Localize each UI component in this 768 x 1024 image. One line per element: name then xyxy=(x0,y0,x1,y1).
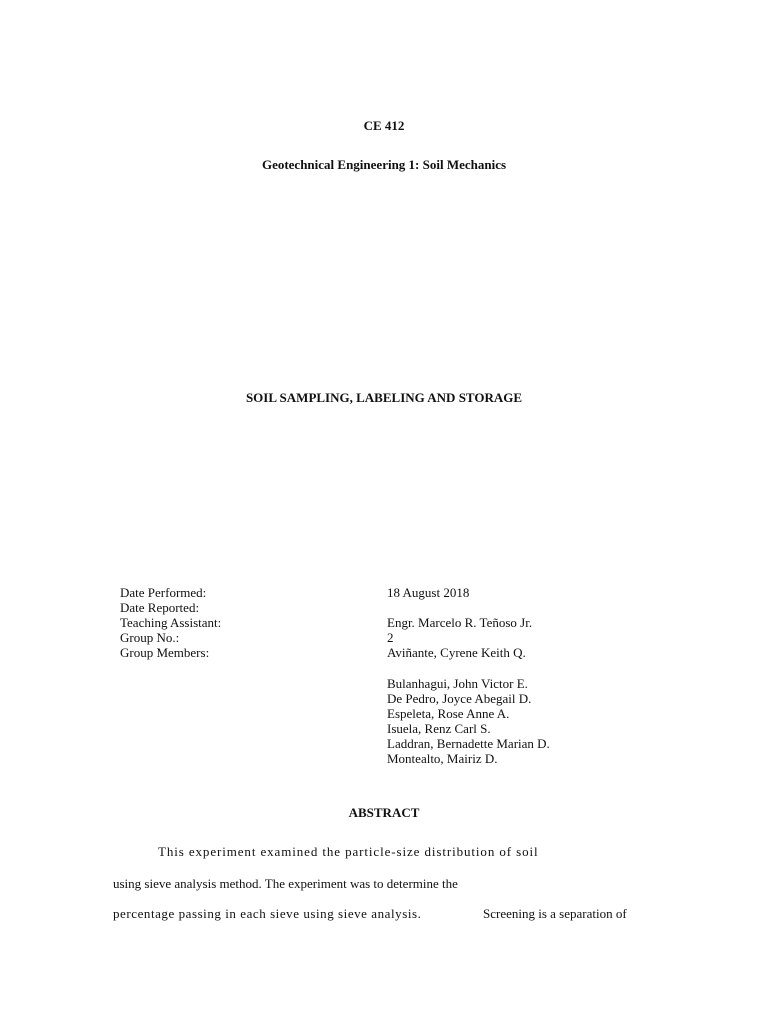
info-value: 2 xyxy=(387,630,394,645)
member-name: De Pedro, Joyce Abegail D. xyxy=(387,691,532,706)
member-name: Bulanhagui, John Victor E. xyxy=(387,676,528,691)
report-title: SOIL SAMPLING, LABELING AND STORAGE xyxy=(245,390,523,405)
member-name: Montealto, Mairiz D. xyxy=(387,751,498,766)
course-title: Geotechnical Engineering 1: Soil Mechanics xyxy=(261,157,507,172)
abstract-line: This experiment examined the particle-size distribution of soil xyxy=(158,844,539,859)
course-code: CE 412 xyxy=(363,118,405,133)
info-row-group-no xyxy=(120,630,640,645)
info-row-date-performed xyxy=(120,585,640,600)
abstract-line: percentage passing in each sieve using sieve analysis. xyxy=(113,906,422,921)
info-label: Group Members: xyxy=(120,645,210,660)
info-label: Date Reported: xyxy=(120,600,200,615)
info-label: Date Performed: xyxy=(120,585,207,600)
member-name: Laddran, Bernadette Marian D. xyxy=(387,736,550,751)
abstract-heading: ABSTRACT xyxy=(348,805,420,820)
info-row-teaching-assistant xyxy=(120,615,640,630)
info-row-date-reported xyxy=(120,600,640,615)
member-name: Espeleta, Rose Anne A. xyxy=(387,706,510,721)
abstract-line: using sieve analysis method. The experiment was to determine the xyxy=(113,876,458,891)
info-value: Aviñante, Cyrene Keith Q. xyxy=(387,645,526,660)
info-value: Engr. Marcelo R. Teñoso Jr. xyxy=(387,615,533,630)
info-row-group-members xyxy=(120,645,640,660)
info-label: Group No.: xyxy=(120,630,180,645)
info-value: 18 August 2018 xyxy=(387,585,470,600)
abstract-line: Screening is a separation of xyxy=(483,906,627,921)
member-name: Isuela, Renz Carl S. xyxy=(387,721,491,736)
info-label: Teaching Assistant: xyxy=(120,615,222,630)
